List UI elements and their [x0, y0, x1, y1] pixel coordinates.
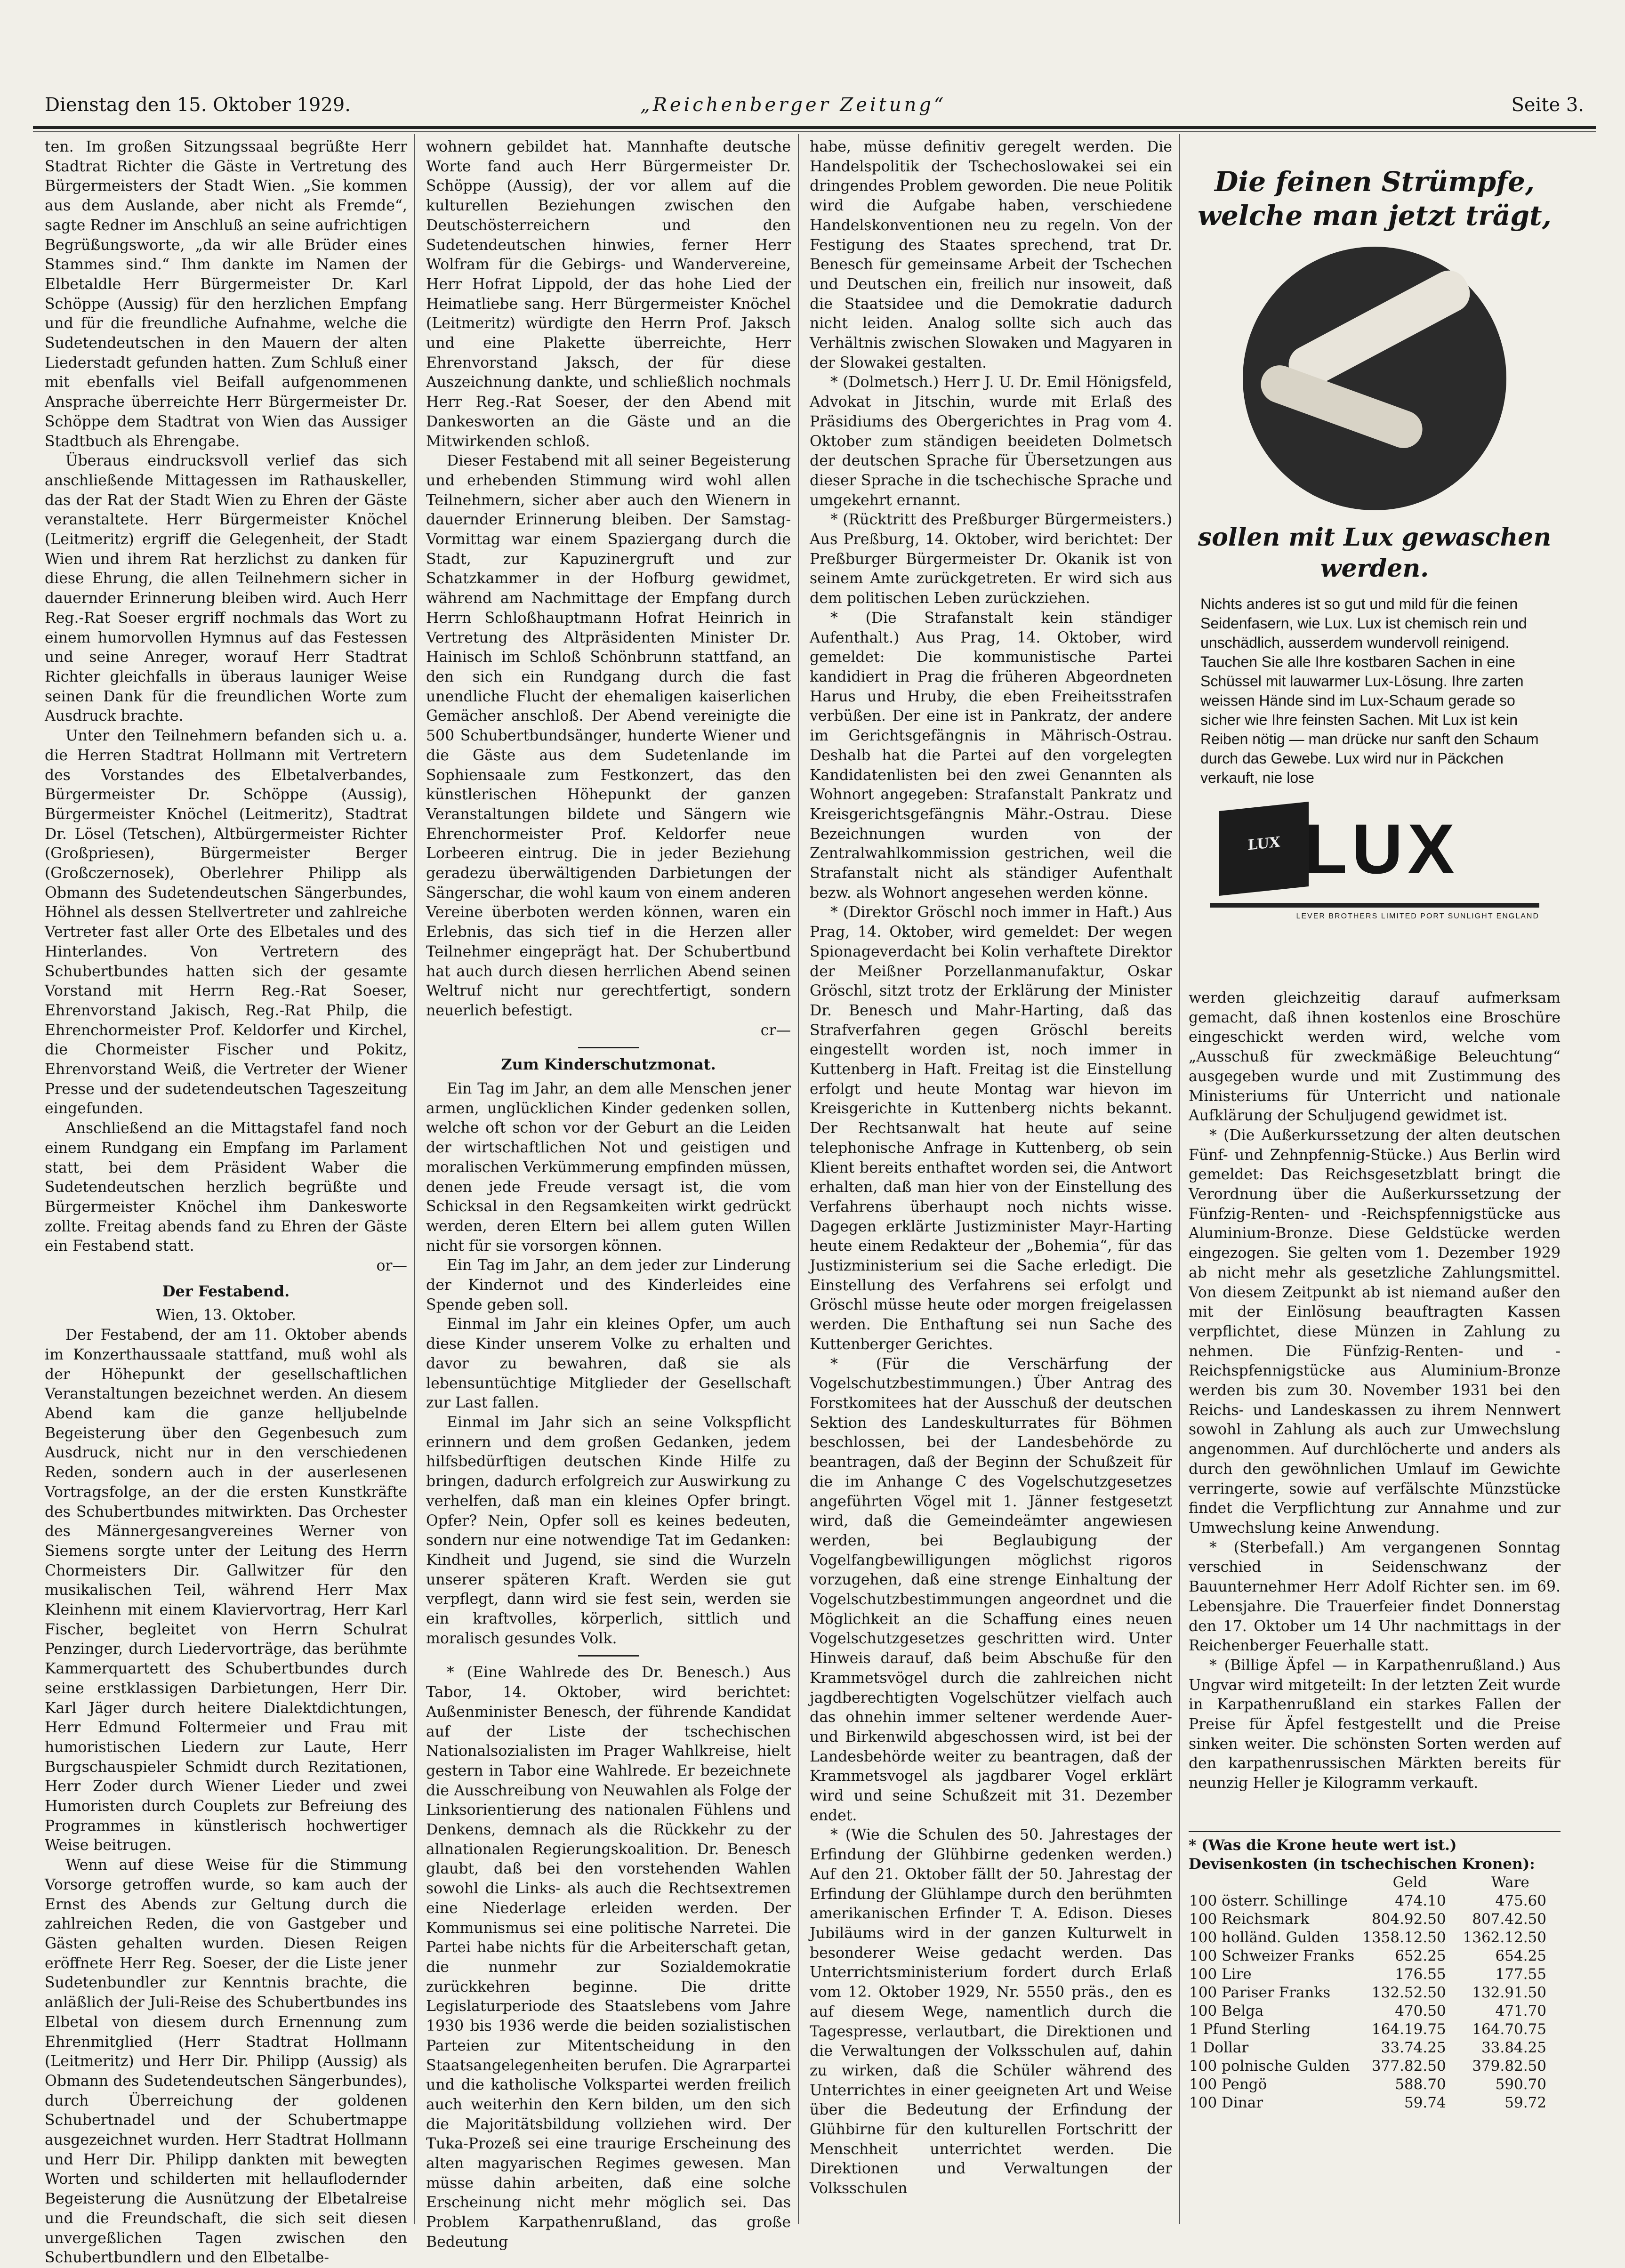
column-4 [1189, 989, 1561, 1831]
ad-subheadline: sollen mit Lux gewaschen werden. [1198, 523, 1552, 583]
headline-festabend: Der Festabend. [162, 1282, 290, 1300]
column-1 [45, 137, 407, 2267]
news-item: * (Billige Äpfel — in Karpathenrußland.) Aus Ungvar wird mitgeteilt: In der letzten Zeit wurde in Karpathenrußland ein starkes Fallen der Preise für Äpfel festgestellt und die Preise sinken weiter. Die schönsten Sorten werden auf den karpathenrussischen Märkten bereits für neunzig Heller je Kilogramm verkauft. [1189, 1657, 1561, 1792]
rate-geld: 1358.12.50 [1362, 1929, 1446, 1946]
rate-ware: 59.72 [1504, 2094, 1546, 2111]
rate-row [1189, 2057, 1561, 2075]
header-rule [33, 126, 1596, 129]
rate-ware: 1362.12.50 [1463, 1929, 1546, 1946]
col-header-ware: Ware [1491, 1874, 1529, 1891]
lux-advertisement [1196, 146, 1553, 974]
rate-row [1189, 1984, 1561, 2002]
article-paragraph: Einmal im Jahr sich an seine Volkspflicht erinnern und dem großen Gedanken, jedem hilfsbedürftigen deutschen Kinde Hilfe zu bringen, dadurch erfolgreich zur Auswirkung zu verhelfen, daß man ein kleines Opfer bringt. Opfer? Nein, Opfer soll es keines bedeuten, sondern nur eine notwendige Tat im Gedanken: Kindheit und Jugend, sie sind die Wurzeln unserer späteren Kraft. Werden sie gut verpflegt, dann wird sie fest sein, werden sie ein kraftvolles, körperlich, sittlich und moralisch gesundes Volk. [426, 1414, 791, 1647]
lux-wordmark: LUX [1304, 809, 1459, 888]
column-divider [414, 134, 415, 2224]
rate-row [1189, 2002, 1561, 2020]
rate-row [1189, 1947, 1561, 1965]
section-rule [578, 1047, 639, 1048]
rate-geld: 132.52.50 [1371, 1984, 1446, 2001]
rate-ware: 177.55 [1495, 1966, 1546, 1983]
col-header-geld: Geld [1392, 1874, 1427, 1891]
ad-headline: Die feinen Strümpfe, welche man jetzt trägt, [1198, 166, 1552, 232]
rates-table [1189, 1874, 1561, 2112]
news-item: * (Die Strafanstalt kein ständiger Aufenthalt.) Aus Prag, 14. Oktober, wird gemeldet: Die kommunistische Partei kandidiert in Prag die früheren Abgeordneten Harus und Hruby, die eben Freiheitsstrafen verbüßen. Der eine ist in Pankratz, der andere im Gerichtsgefängnis in Mährisch-Ostrau. Deshalb hat die Partei auf den vorgelegten Kandidatenlisten bei den zwei Genannten als Wohnort angegeben: Strafanstalt Pankratz und Kreisgerichtsgefängnis Mähr.-Ostrau. Diese Bezeichnungen wurden von der Zentralwahlkommission gestrichen, weil die Strafanstalt nicht als ständiger Aufenthalt bezw. als Wohnort angesehen werden könne. [810, 609, 1172, 901]
stocking-shape [1282, 264, 1476, 394]
ad-body: Nichts anderes ist so gut und mild für die feinen Seidenfasern, wie Lux. Lux ist chemisch rein und unschädlich, ausserdem wundervoll reinigend. Tauchen Sie alle Ihre kostbaren Sachen in eine Schüssel mit lauwarmer Lux-Lösung. Ihre zarten weissen Hände sind im Lux-Schaum gerade so sicher wie Ihre feinsten Sachen. Mit Lux ist kein Reiben nötig — man drücke nur sanft den Schaum durch das Gewebe. Lux wird nur in Päckchen verkauft, nie lose [1200, 595, 1539, 786]
rate-row [1189, 1965, 1561, 1984]
dateline: Wien, 13. Oktober. [156, 1307, 296, 1324]
rate-row [1189, 2094, 1561, 2112]
section-rule [1189, 1831, 1561, 1832]
rate-geld: 474.10 [1395, 1892, 1446, 1909]
rate-ware: 807.42.50 [1472, 1911, 1546, 1928]
rate-ware: 379.82.50 [1472, 2058, 1546, 2075]
rate-ware: 590.70 [1495, 2076, 1546, 2093]
rate-ware: 654.25 [1495, 1947, 1546, 1964]
article-paragraph: Wenn auf diese Weise für die Stimmung Vorsorge getroffen wurde, so kam auch der Ernst des Abends zur Geltung durch die zahlreichen Reden, die von Gastgeber und Gästen gehalten wurden. Diesen Reigen eröffnete Herr Reg. Soeser, der die Liste jener Sudetenbundler zur Kenntnis brachte, die anläßlich der Juli-Reise des Schubertbundes ins Elbetal von diesem durch Ernennung zum Ehrenmitglied (Herr Stadtrat Hollmann (Leitmeritz) und Herr Dir. Philipp (Aussig) als Obmann des Sudetendeutschen Sängerbundes), durch Überreichung der goldenen Schubertnadel und der Schubertmappe ausgezeichnet wurden. Herr Stadtrat Hollmann und Herr Dir. Philipp dankten mit bewegten Worten und schilderten mit hellauflodernder Begeisterung die Ausnützung der Elbetalreise und die Freundschaft, die sich seit diesen unvergeßlichen Tagen zwischen den Schubertbundlern und den Elbetalbe- [45, 1857, 407, 2267]
rate-geld: 164.19.75 [1371, 2021, 1446, 2038]
column-divider [1179, 134, 1180, 2224]
article-paragraph: Überaus eindrucksvoll verlief das sich anschließende Mittagessen im Rathauskeller, das der Rat der Stadt Wien zu Ehren der Gäste veranstaltete. Herr Bürgermeister Knöchel (Leitmeritz) ergriff die Gelegenheit, der Stadt Wien und ihrem Rat herzlichst zu danken für diese Ehrung, die allen Teilnehmern sicher in dauernder Erinnerung bleiben wird. Auch Herr Reg.-Rat Soeser ergriff nochmals das Wort zu einem humorvollen Hymnus auf das Festessen und seine Anreger, worauf Herr Stadtrat Richter gleichfalls in überaus launiger Weise seinen Dank für die freundlichen Worte zum Ausdruck brachte. [45, 452, 407, 725]
article-paragraph: Anschließend an die Mittagstafel fand noch einem Rundgang ein Empfang im Parlament statt, bei dem Präsident Waber die Sudetendeutschen herzlich begrüßte und Bürgermeister Knöchel ihm Dankesworte zollte. Freitag abends fand zu Ehren der Gäste ein Festabend statt. [45, 1120, 407, 1255]
stocking-shape [1255, 360, 1428, 453]
lever-brothers-credit: LEVER BROTHERS LIMITED PORT SUNLIGHT ENGLAND [1296, 912, 1539, 920]
rate-row [1189, 2020, 1561, 2039]
article-paragraph: Unter den Teilnehmern befanden sich u. a. die Herren Stadtrat Hollmann mit Vertretern des Vorstandes des Elbetalverbandes, Bürgermeister Dr. Schöppe (Aussig), Bürgermeister Knöchel (Leitmeritz), Stadtrat Dr. Lösel (Tetschen), Altbürgermeister Richter (Großpriesen), Bürgermeister Berger (Großczernosek), Oberlehrer Philipp als Obmann des Sudetendeutschen Sängerbundes, Höhnel als dessen Stellvertreter und zahlreiche Vertreter fast aller Orte des Elbetales und des Hinterlandes. Von Vertretern des Schubertbundes hatten sich der gesamte Vorstand mit Herrn Reg.-Rat Soeser, Ehrenvorstand Jakisch, Reg.-Rat Philp, die Ehrenchormeister Prof. Keldorfer und Kirchel, die Chormeister Fischer und Pokitz, Ehrenvorstand Weiß, die Vertreter der Wiener Presse und der sudetendeutschen Tageszeitung eingefunden. [45, 727, 407, 1118]
currency-name: 100 Lire [1189, 1966, 1252, 1983]
rate-geld: 59.74 [1404, 2094, 1446, 2111]
signature: or— [376, 1257, 407, 1275]
rate-geld: 652.25 [1395, 1947, 1446, 1964]
column-divider [798, 134, 799, 2224]
news-item: * (Für die Verschärfung der Vogelschutzbestimmungen.) Über Antrag des Forstkomitees hat der Ausschuß der deutschen Sektion des Landeskulturrates für Böhmen beschlossen, bei der Landesbehörde zu beantragen, daß der Beginn der Schußzeit für die im Anhange C des Vogelschutzgesetzes angeführten Vögel mit 1. Jänner festgesetzt wird, daß die Gemeindeämter angewiesen werden, bei Beglaubigung der Vogelfangbewilligungen möglichst rigoros vorzugehen, daß eine strenge Einhaltung der Vogelschutzbestimmungen angeordnet und die Möglichkeit an die Schaffung eines neuen Vogelschutzgesetzes geschritten wird. Unter Hinweis darauf, daß beim Abschuße für den Krammetsvögel durch die zahlreichen nicht jagdberechtigten Vogelschützer vielfach auch das ohnehin immer seltener werdende Auer- und Birkenwild abgeschossen wird, ist bei der Landesbehörde weiter zu beantragen, daß der Krammetsvogel als jagdbarer Vogel erklärt wird und seine Schußzeit mit 31. Dezember endet. [810, 1355, 1172, 1824]
column-3 [810, 137, 1172, 2228]
rate-ware: 33.84.25 [1481, 2039, 1546, 2056]
rate-row [1189, 1910, 1561, 1929]
currency-name: 100 Reichsmark [1189, 1911, 1310, 1928]
newspaper-title: „Reichenberger Zeitung“ [640, 94, 947, 116]
page-number: Seite 3. [1511, 94, 1584, 116]
rate-row [1189, 2075, 1561, 2094]
page-header [45, 94, 1584, 127]
currency-name: 100 Pengö [1189, 2076, 1267, 2093]
currency-name: 100 holländ. Gulden [1189, 1929, 1339, 1946]
currency-name: 100 Schweizer Franks [1189, 1947, 1355, 1964]
rate-row [1189, 2039, 1561, 2057]
currency-name: 100 österr. Schillinge [1189, 1892, 1348, 1909]
article-paragraph: werden gleichzeitig darauf aufmerksam gemacht, daß ihnen kostenlos eine Broschüre eingeschickt werden wird, welche vom „Ausschuß für zweckmäßige Beleuchtung“ ausgegeben wurde und mit Zustimmung des Ministeriums für Unterricht und nationale Aufklärung der Schuljugend gewidmet ist. [1189, 989, 1561, 1125]
rate-row [1189, 1892, 1561, 1910]
currency-name: 100 Dinar [1189, 2094, 1263, 2111]
article-paragraph: Ein Tag im Jahr, an dem jeder zur Linderung der Kindernot und des Kinderleides eine Spende geben soll. [426, 1257, 791, 1313]
article-paragraph: Dieser Festabend mit all seiner Begeisterung und erhebenden Stimmung wird wohl allen Teilnehmern, sicher aber auch den Wienern in dauernder Erinnerung bleiben. Der Samstag-Vormittag war einem Spaziergang durch die Stadt, zur Kapuzinergruft und zur Schatzkammer in der Hofburg gewidmet, während am Nachmittage der Empfang durch Herrn Schloßhauptmann Hofrat Heinrich in Vertretung des Altpräsidenten Minister Dr. Hainisch im Schloß Schönbrunn stattfand, an den sich ein Rundgang durch die fast unendliche Flucht der ehemaligen kaiserlichen Gemächer anschloß. Der Abend vereinigte die 500 Schubertbundsänger, hunderte Wiener und die Gäste aus dem Sudetenlande im Sophiensaale zum Festkonzert, das den künstlerischen Höhepunkt der ganzen Veranstaltungen bildete und Sängern wie Ehrenchormeister Prof. Keldorfer neue Lorbeeren eintrug. Die in jeder Beziehung geradezu überwältigenden Darbietungen der Sängerschar, die wohl kaum von einem anderen Vereine überboten werden können, waren ein Erlebnis, das sich tief in die Herzen aller Teilnehmer eingeprägt hat. Der Schubertbund hat auch durch diesen herrlichen Abend seinen Weltruf nicht nur gerechtfertigt, sondern neuerlich befestigt. [426, 452, 791, 1019]
rates-title: * (Was die Krone heute wert ist.) Devisenkosten (in tschechischen Kronen): [1189, 1837, 1535, 1873]
rate-ware: 471.70 [1495, 2003, 1546, 2019]
currency-name: 1 Dollar [1189, 2039, 1249, 2056]
news-item: * (Sterbefall.) Am vergangenen Sonntag verschied in Seidenschwanz der Bauunternehmer Herr Adolf Richter sen. im 69. Lebensjahre. Die Trauerfeier findet Donnerstag den 17. Oktober um 14 Uhr nachmittags in der Reichenberger Feuerhalle statt. [1189, 1539, 1561, 1655]
logo-bar [1210, 903, 1539, 908]
article-paragraph: Einmal im Jahr ein kleines Opfer, um auch diese Kinder unserem Volke zu erhalten und davor zu bewahren, daß sie als lebensuntüchtige Mitglieder der Gesellschaft zur Last fallen. [426, 1316, 791, 1412]
package-label: LUX [1247, 834, 1280, 854]
section-rule [578, 1655, 639, 1657]
news-item: * (Direktor Gröschl noch immer in Haft.) Aus Prag, 14. Oktober, wird gemeldet: Der wegen Spionageverdacht bei Kolin verhaftete Direktor der Meißner Porzellanmanufaktur, Oskar Gröschl, sitzt trotz der Erklärung der Minister Dr. Benesch und Mahr-Harting, daß das Strafverfahren gegen Gröschl bereits eingestellt worden ist, noch immer in Kuttenberg in Haft. Freitag ist die Einstellung erfolgt und heute Montag war hievon im Kreisgerichte in Kuttenberg nichts bekannt. Der Rechtsanwalt hat heute auf seine telephonische Anfrage in Kuttenberg, ob sein Klient bereits enthaftet worden sei, die Antwort erhalten, daß man hier von der Einstellung des Verfahrens überhaupt noch nichts wisse. Dagegen erklärte Justizminister Mayr-Harting heute einem Redakteur der „Bohemia“, für das Justizministerium sei die Sache erledigt. Die Einstellung des Verfahrens sei erfolgt und Gröschl müsse heute oder morgen freigelassen werden. Die Enthaftung sei nun Sache des Kuttenberger Gerichtes. [810, 904, 1172, 1353]
article-paragraph: wohnern gebildet hat. Mannhafte deutsche Worte fand auch Herr Bürgermeister Dr. Schöppe (Aussig), der vor allem auf die kulturellen Beziehungen zwischen den Deutschösterreichern und den Sudetendeutschen hinwies, ferner Herr Wolfram für die Gebirgs- und Wandervereine, Herr Hofrat Lippold, der das hohe Lied der Heimatliebe sang. Herr Bürgermeister Knöchel (Leitmeritz) würdigte den Herrn Prof. Jaksch und eine Plakette überreichte, Herr Ehrenvorstand Jaksch, der für diese Auszeichnung dankte, und schließlich nochmals Herr Reg.-Rat Soeser, der den Abend mit Dankesworten an die Gäste und an die Mitwirkenden schloß. [426, 138, 791, 450]
rate-row [1189, 1929, 1561, 1947]
rate-geld: 33.74.25 [1381, 2039, 1446, 2056]
news-item: * (Rücktritt des Preßburger Bürgermeisters.) Aus Preßburg, 14. Oktober, wird berichtet: Der Preßburger Bürgermeister Dr. Okanik ist von seinem Amte zurückgetreten. Er wird sich aus dem politischen Leben zurückziehen. [810, 511, 1172, 607]
headline-kinderschutz: Zum Kinderschutzmonat. [501, 1055, 716, 1074]
rate-ware: 475.60 [1495, 1892, 1546, 1909]
article-paragraph: Der Festabend, der am 11. Oktober abends im Konzerthaussaale stattfand, muß wohl als der Höhepunkt der gesellschaftlichen Veranstaltungen bezeichnet werden. An diesem Abend kam die ganze helljubelnde Begeisterung über den Gegenbesuch zum Ausdruck, nicht nur in den verschiedenen Reden, sondern auch in der auserlesenen Vortragsfolge, an der die ersten Kunstkräfte des Schubertbundes mitwirkten. Das Orchester des Männergesangvereines Werner von Siemens sorgte unter der Leitung des Herrn Chormeisters Dir. Gallwitzer für den musikalischen Teil, während Herr Max Kleinhenn mit einem Klaviervortrag, Herr Karl Fischer, begleitet von Herrn Schulrat Penzinger, durch Liedervorträge, das berühmte Kammerquartett des Schubertbundes durch seine erstklassigen Darbietungen, Herr Dir. Karl Jäger durch heitere Dialektdichtungen, Herr Edmund Foltermeier und Frau mit humoristischen Liedern zur Laute, Herr Burgschauspieler Schmidt durch Rezitationen, Herr Zoder durch Wiener Lieder und zwei Humoristen durch Couplets zur Befreiung des Programmes in künstlerisch hochwertiger Weise beitrugen. [45, 1327, 407, 1854]
rate-geld: 176.55 [1395, 1966, 1446, 1983]
currency-rates [1189, 1831, 1561, 2112]
article-paragraph: Ein Tag im Jahr, an dem alle Menschen jener armen, unglücklichen Kinder gedenken sollen, welche oft schon vor der Geburt an die Leiden der wirtschaftlichen Not und geistigen und moralischen Verkümmerung empfinden müssen, denen jede Freude versagt ist, die vom Schicksal in den Regsamkeiten wirkt gedrückt werden, deren Eltern bei allem guten Willen nicht für sie vorsorgen können. [426, 1080, 791, 1255]
news-item: * (Eine Wahlrede des Dr. Benesch.) Aus Tabor, 14. Oktober, wird berichtet: Außenminister Benesch, der führende Kandidat auf der Liste der tschechischen Nationalsozialisten im Prager Wahlkreise, hielt gestern in Tabor eine Wahlrede. Er bezeichnete die Ausschreibung von Neuwahlen als Folge der Linksorientierung des nationalen Fühlens und Denkens, demnach als die Rückkehr zu der allnationalen Regierungskoalition. Dr. Benesch glaubt, daß bei den vorstehenden Wahlen sowohl die Links- als auch die Rechtsextremen eine Niederlage erleiden werden. Der Kommunismus sei eine politische Narretei. Die Partei habe nichts für die Arbeiterschaft getan, die nunmehr zur Sozialdemokratie zurückkehren beginne. Die dritte Legislaturperiode des Staatslebens vom Jahre 1930 bis 1936 werde die beiden sozialistischen Parteien zur Mitentscheidung in den Staatsangelegenheiten berufen. Die Agrarpartei und die katholische Volkspartei werden freilich auch weiterhin den Kern bilden, um den sich die Majoritätsbildung vollziehen wird. Der Tuka-Prozeß sei eine traurige Erscheinung des alten magyarischen Regimes gewesen. Man müsse dahin arbeiten, daß eine solche Erscheinung nicht mehr möglich sei. Das Problem Karpathenrußland, das große Bedeutung [426, 1664, 791, 2251]
rate-geld: 377.82.50 [1371, 2058, 1446, 2075]
rate-geld: 588.70 [1395, 2076, 1446, 2093]
news-item: * (Die Außerkurssetzung der alten deutschen Fünf- und Zehnpfennig-Stücke.) Aus Berlin wird gemeldet: Das Reichsgesetzblatt bringt die Verordnung über die Außerkurssetzung der Fünfzig-Renten- und -Reichspfennigstücke aus Aluminium-Bronze. Diese Geldstücke werden eingezogen. Sie gelten vom 1. Dezember 1929 ab nicht mehr als gesetzliche Zahlungsmittel. Von diesem Zeitpunkt ab ist niemand außer den mit der Einlösung beauftragten Kassen verpflichtet, diese Münzen in Zahlung zu nehmen. Die Fünfzig-Renten- und -Reichspfennigstücke aus Aluminium-Bronze werden bis zum 30. November 1931 bei den Reichs- und Landeskassen zu ihrem Nennwert sowohl in Zahlung als auch zur Umwechslung angenommen. Auf durchlöcherte und anders als durch den gewöhnlichen Umlauf im Gewichte verringerte, sowie auf verfälschte Münzstücke findet die Verpflichtung zur Annahme und zur Umwechslung keine Anwendung. [1189, 1126, 1561, 1536]
rate-geld: 804.92.50 [1371, 1911, 1446, 1928]
lux-logo [1210, 806, 1539, 891]
currency-name: 1 Pfund Sterling [1189, 2021, 1311, 2038]
rate-ware: 132.91.50 [1472, 1984, 1546, 2001]
news-item: * (Dolmetsch.) Herr J. U. Dr. Emil Hönigsfeld, Advokat in Jitschin, wurde mit Erlaß des Präsidiums des Obergerichtes in Prag vom 4. Oktober zum ständigen beeideten Dolmetsch der deutschen Sprache für Übersetzungen aus dieser Sprache in die tschechische Sprache und umgekehrt ernannt. [810, 374, 1172, 509]
news-item: * (Wie die Schulen des 50. Jahrestages der Erfindung der Glühbirne gedenken werden.) Auf den 21. Oktober fällt der 50. Jahrestag der Erfindung der Glühlampe durch den berühmten amerikanischen Erfinder T. A. Edison. Dieses Jubiläums wird in der ganzen Kulturwelt in besonderer Weise gedacht werden. Das Unterrichtsministerium fordert durch Erlaß vom 12. Oktober 1929, Nr. 5550 präs., den es auf diesem Wege, namentlich durch die Tagespresse, verlautbart, die Direktionen und die Verwaltungen der Volksschulen auf, dahin zu wirken, daß die Schüler während des Unterrichtes in einer geeigneten Art und Weise über die Bedeutung der Erfindung der Glühbirne für den kulturellen Fortschritt der Menschheit unterrichtet werden. Die Direktionen und Verwaltungen der Volksschulen [810, 1826, 1172, 2197]
currency-name: 100 Pariser Franks [1189, 1984, 1331, 2001]
header-rule-thin [33, 131, 1596, 132]
lux-package [1219, 802, 1309, 896]
article-paragraph: habe, müsse definitiv geregelt werden. Die Handelspolitik der Tschechoslowakei sei ein dringendes Problem geworden. Die neue Politik wird die Aufgabe haben, verschiedene Handelskonventionen neu zu regeln. Von der Festigung des Staates sprechend, trat Dr. Benesch für gemeinsame Arbeit der Tschechen und Deutschen ein, freilich nur insoweit, daß die Staatsidee und die Demokratie dadurch nicht leiden. Analog sollte sich auch das Verhältnis zwischen Slowaken und Magyaren in der Slowakei gestalten. [810, 138, 1172, 371]
article-paragraph: ten. Im großen Sitzungssaal begrüßte Herr Stadtrat Richter die Gäste in Vertretung des Bürgermeisters der Stadt Wien. „Sie kommen aus dem Auslande, aber nicht als Fremde“, sagte Redner im Anschluß an seine aufrichtigen Begrüßungsworte, „da wir alle Brüder eines Stammes sind.“ Ihm dankte im Namen der Elbetaldle Herr Bürgermeister Dr. Karl Schöppe (Aussig) für den herzlichen Empfang und für die freundliche Aufnahme, welche die Sudetendeutschen in den Mauern der alten Liederstadt gefunden hatten. Zum Schluß einer mit ebenfalls viel Beifall aufgenommenen Ansprache überreichte Herr Bürgermeister Dr. Schöppe dem Stadtrat von Wien das Aussiger Stadtbuch als Ehrengabe. [45, 138, 407, 450]
currency-name: 100 polnische Gulden [1189, 2058, 1350, 2075]
currency-name: 100 Belga [1189, 2003, 1264, 2019]
stockings-illustration [1243, 247, 1506, 510]
rate-geld: 470.50 [1395, 2003, 1446, 2019]
header-date: Dienstag den 15. Oktober 1929. [45, 94, 351, 116]
rate-ware: 164.70.75 [1472, 2021, 1546, 2038]
column-2 [426, 137, 791, 2251]
signature: cr— [760, 1021, 791, 1039]
